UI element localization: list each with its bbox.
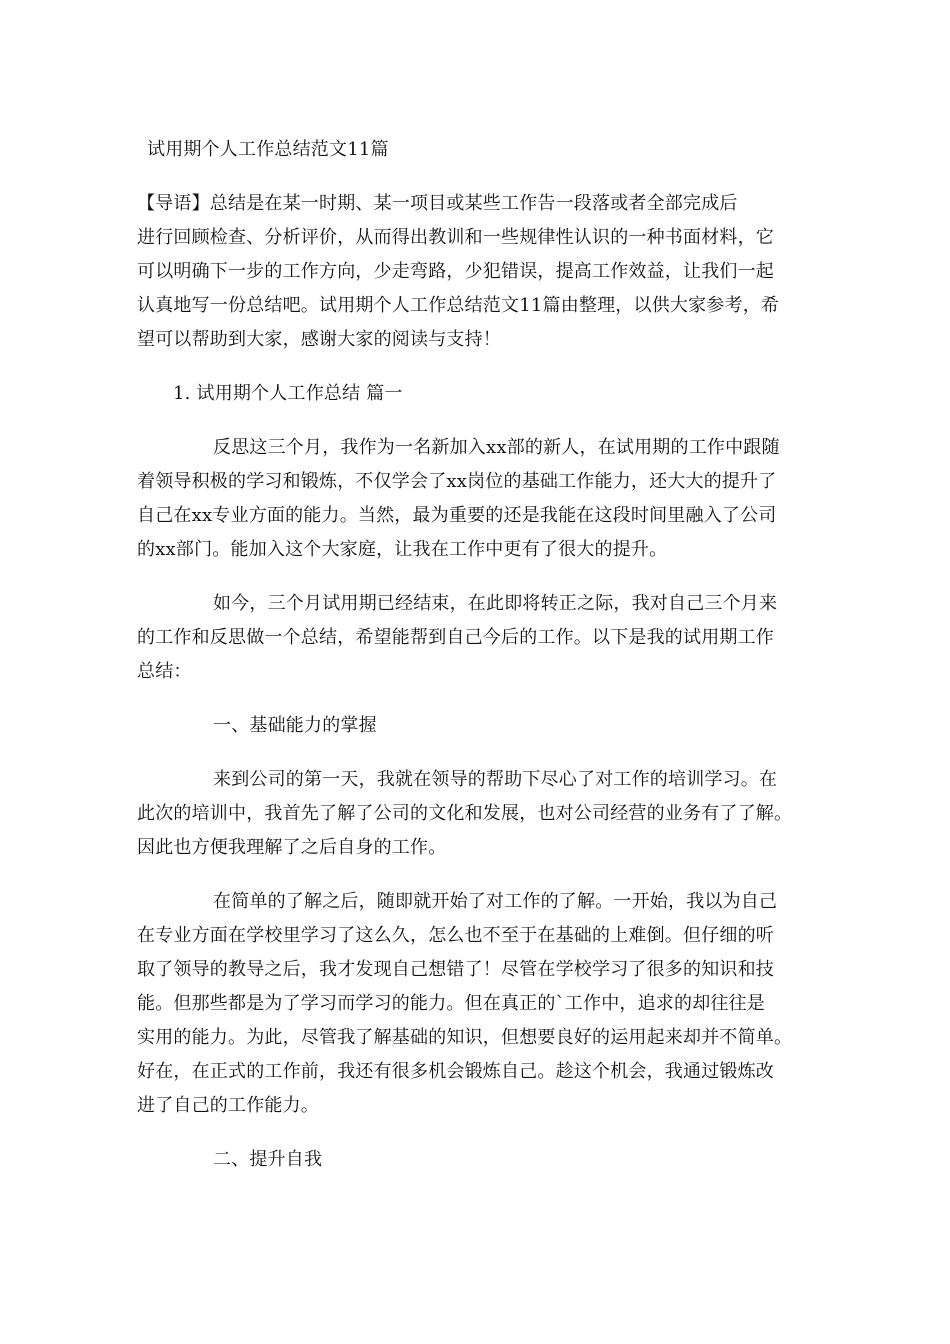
paragraph-line: 进了自己的工作能力。: [137, 1095, 319, 1116]
paragraph-line: 因此也方便我理解了之后自身的工作。: [137, 837, 447, 858]
intro-line: 望可以帮助到大家，感谢大家的阅读与支持！: [137, 329, 501, 350]
paragraph-1: [137, 431, 815, 567]
paragraph-line: 实用的能力。为此，尽管我了解基础的知识，但想要良好的运用起来却并不简单。: [137, 1027, 793, 1048]
section-title: 1. 试用期个人工作总结 篇一: [173, 383, 403, 404]
heading-1-block: [137, 709, 815, 743]
paragraph-line: 自己在xx专业方面的能力。当然，最为重要的还是我能在这段时间里融入了公司: [137, 505, 777, 526]
paragraph-line: 取了领导的教导之后，我才发现自己想错了！尽管在学校学习了很多的知识和技: [137, 959, 774, 980]
intro-line: 认真地写一份总结吧。试用期个人工作总结范文11篇由整理，以供大家参考，希: [137, 295, 780, 316]
paragraph-line: 的工作和反思做一个总结，希望能帮到自己今后的工作。以下是我的试用期工作: [137, 627, 774, 648]
paragraph-3: [137, 763, 815, 865]
section-heading-2: 二、提升自我: [213, 1149, 323, 1170]
intro-paragraph: [137, 187, 815, 357]
paragraph-line: 在简单的了解之后，随即就开始了对工作的了解。一开始，我以为自己: [213, 891, 778, 912]
paragraph-2: [137, 587, 815, 689]
intro-line: 【导语】总结是在某一时期、某一项目或某些工作告一段落或者全部完成后: [137, 193, 738, 214]
paragraph-line: 总结：: [137, 661, 192, 682]
intro-line: 进行回顾检查、分析评价，从而得出教训和一些规律性认识的一种书面材料，它: [137, 227, 774, 248]
document-title: 试用期个人工作总结范文11篇: [147, 139, 389, 160]
paragraph-line: 反思这三个月，我作为一名新加入xx部的新人，在试用期的工作中跟随: [213, 437, 780, 458]
document-body: [137, 133, 815, 1197]
paragraph-line: 此次的培训中，我首先了解了公司的文化和发展，也对公司经营的业务有了了解。: [137, 803, 793, 824]
paragraph-line: 来到公司的第一天，我就在领导的帮助下尽心了对工作的培训学习。在: [213, 769, 778, 790]
paragraph-line: 在专业方面在学校里学习了这么久，怎么也不至于在基础的上难倒。但仔细的听: [137, 925, 774, 946]
paragraph-line: 着领导积极的学习和锻炼，不仅学会了xx岗位的基础工作能力，还大大的提升了: [137, 471, 777, 492]
paragraph-line: 好在，在正式的工作前，我还有很多机会锻炼自己。趁这个机会，我通过锻炼改: [137, 1061, 774, 1082]
paragraph-line: 能。但那些都是为了学习而学习的能力。但在真正的`工作中，追求的却往往是: [137, 993, 765, 1014]
paragraph-line: 的xx部门。能加入这个大家庭，让我在工作中更有了很大的提升。: [137, 539, 668, 560]
paragraph-4: [137, 885, 815, 1123]
section-title-block: [137, 377, 815, 411]
intro-line: 可以明确下一步的工作方向，少走弯路，少犯错误，提高工作效益，让我们一起: [137, 261, 774, 282]
section-heading-1: 一、基础能力的掌握: [213, 715, 377, 736]
heading-2-block: [137, 1143, 815, 1177]
paragraph-line: 如今，三个月试用期已经结束，在此即将转正之际，我对自己三个月来: [213, 593, 778, 614]
